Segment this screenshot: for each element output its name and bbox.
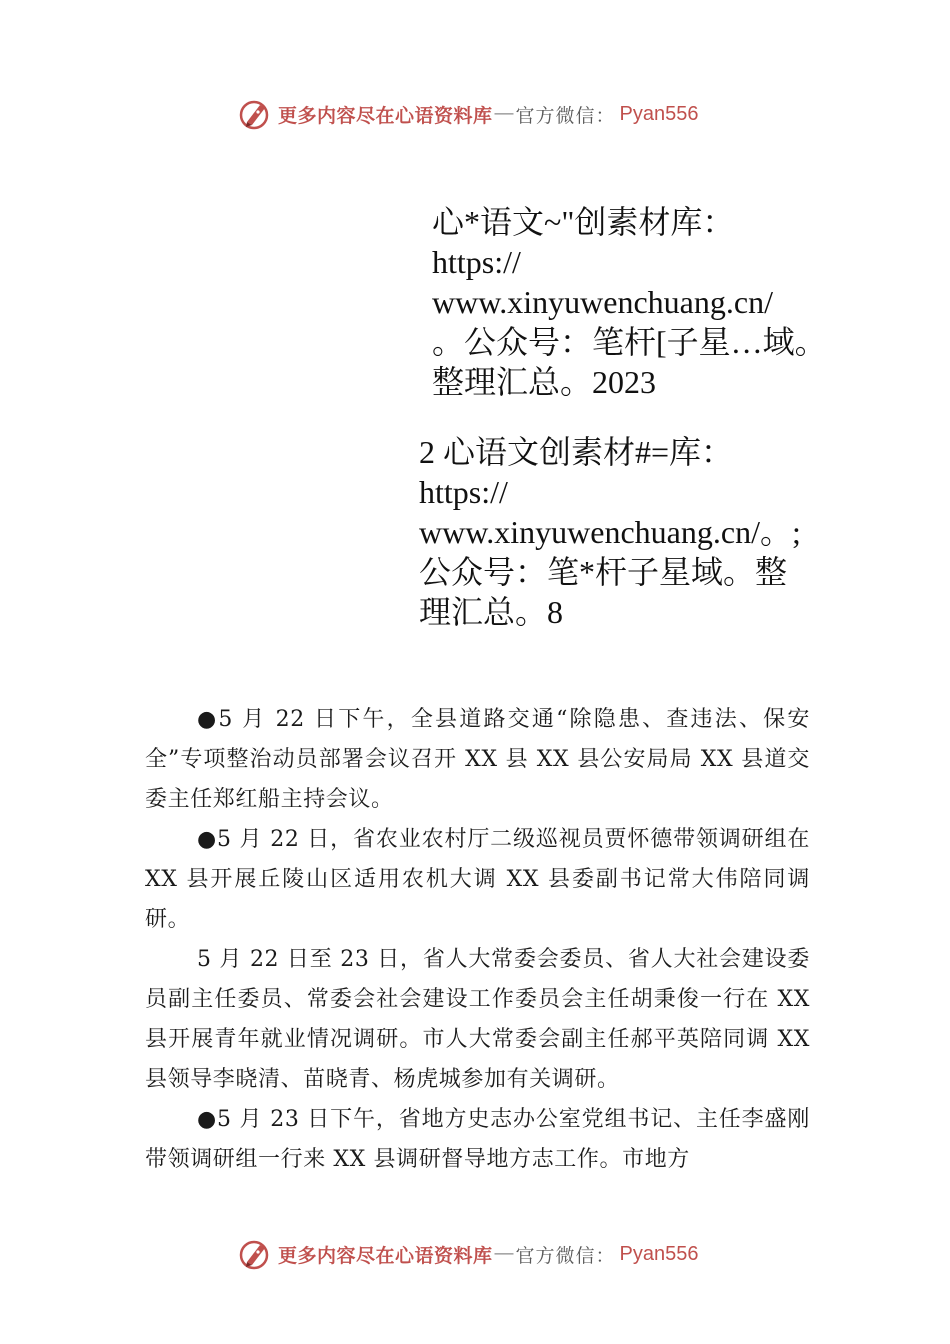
watermark-1-line: 心*语文~"创素材库： — [432, 204, 735, 240]
watermark-2-line: 理汇总。8 — [419, 594, 564, 630]
banner-text: 更多内容尽在心语资料库 — [278, 1244, 493, 1267]
watermark-1-line: 。公众号：笔杆[子星…域。 — [432, 324, 827, 360]
watermark-2-line: https:// — [419, 474, 508, 510]
banner-wechat-label: 官方微信： — [515, 1244, 616, 1267]
pen-nib-logo-icon — [238, 97, 272, 131]
watermark-2-line: www.xinyuwenchuang.cn/。; — [419, 514, 801, 550]
pen-nib-logo-icon — [238, 1237, 272, 1271]
watermark-2-line: 公众号：笔*杆子星域。整 — [419, 554, 788, 590]
watermark-block-2 — [419, 432, 801, 632]
news-paragraph: ●5 月 23 日下午，省地方史志办公室党组书记、主任李盛刚带领调研组一行来 XX 县调研督导地方志工作。市地方 — [145, 1107, 810, 1172]
document-body — [145, 700, 810, 1180]
footer-banner — [238, 1236, 699, 1272]
news-paragraph: ●5 月 22 日下午，全县道路交通“除隐患、查违法、保安全”专项整治动员部署会议召开 XX 县 XX 县公安局局 XX 县道交委主任郑红船主持会议。 — [145, 707, 810, 812]
banner-separator: — — [494, 1243, 514, 1264]
watermark-1-line: www.xinyuwenchuang.cn/ — [432, 284, 773, 320]
watermark-2-line: 2 心语文创素材#=库： — [419, 434, 734, 470]
banner-wechat-id: Pyan556 — [619, 102, 699, 125]
banner-wechat-label: 官方微信： — [515, 104, 616, 127]
watermark-block-1 — [432, 202, 827, 402]
header-banner — [238, 96, 699, 132]
watermark-1-line: https:// — [432, 244, 521, 280]
banner-text: 更多内容尽在心语资料库 — [278, 104, 493, 127]
news-paragraph: ●5 月 22 日，省农业农村厅二级巡视员贾怀德带领调研组在 XX 县开展丘陵山区适用农机大调 XX 县委副书记常大伟陪同调研。 — [145, 827, 810, 932]
news-paragraph: 5 月 22 日至 23 日，省人大常委会委员、省人大社会建设委员副主任委员、常委会社会建设工作委员会主任胡秉俊一行在 XX 县开展青年就业情况调研。市人大常委会副主任郝平英陪同调 XX 县领导李晓清、苗晓青、杨虎城参加有关调研。 — [145, 947, 810, 1092]
banner-separator: — — [494, 103, 514, 124]
watermark-1-line: 整理汇总。2023 — [432, 364, 657, 400]
banner-wechat-id: Pyan556 — [619, 1242, 699, 1265]
